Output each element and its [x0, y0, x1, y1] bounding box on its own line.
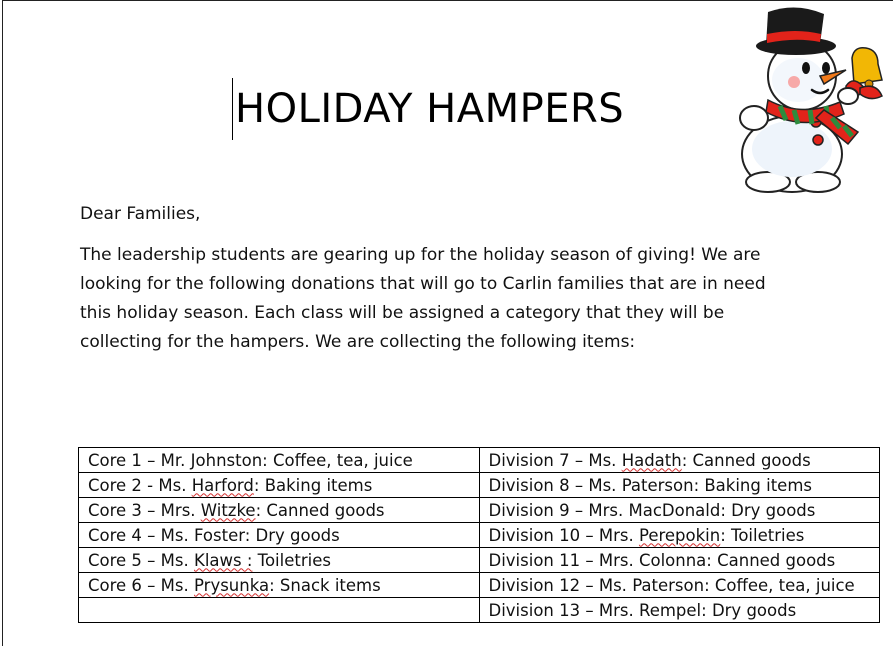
division-assignment-cell: [479, 498, 880, 523]
assignment-prefix: Division 11 – Mrs.: [488, 550, 639, 570]
teacher-name: Hadath: [621, 450, 682, 470]
teacher-name: MacDonald: [628, 500, 721, 520]
greeting: Dear Families,: [80, 204, 201, 224]
core-assignment-cell: [79, 573, 480, 598]
hamper-assignments-table: [78, 447, 880, 623]
assignment-category: : Canned goods: [255, 500, 385, 520]
teacher-name: Johnston: [190, 450, 263, 470]
table-row: [79, 448, 880, 473]
assignment-category: : Dry goods: [701, 600, 797, 620]
assignment-prefix: Division 8 – Ms.: [488, 475, 622, 495]
document-title: HOLIDAY HAMPERS: [235, 86, 625, 132]
assignment-prefix: Division 13 – Mrs.: [488, 600, 639, 620]
assignment-category: : Canned goods: [681, 450, 811, 470]
intro-paragraph: [80, 241, 820, 357]
teacher-name: Prysunka: [194, 575, 270, 595]
core-assignment-cell: [79, 598, 480, 623]
teacher-name: Foster: [194, 525, 245, 545]
intro-line: this holiday season. Each class will be assigned a category that they will be: [80, 303, 725, 323]
core-assignment-cell: [79, 448, 480, 473]
assignment-category: : Snack items: [269, 575, 381, 595]
intro-line: looking for the following donations that will go to Carlin families that are in need: [80, 274, 766, 294]
table-row: [79, 473, 880, 498]
assignment-category: : Toiletries: [720, 525, 805, 545]
division-assignment-cell: [479, 523, 880, 548]
division-assignment-cell: [479, 448, 880, 473]
assignment-category: : Coffee, tea, juice: [704, 575, 855, 595]
teacher-name: Perepokin: [638, 525, 721, 545]
assignment-prefix: Core 5 – Ms.: [88, 550, 194, 570]
page-edge: [2, 0, 3, 646]
table-row: [79, 498, 880, 523]
division-assignment-cell: [479, 548, 880, 573]
assignment-prefix: Division 12 – Ms.: [488, 575, 633, 595]
intro-line: collecting for the hampers. We are collecting the following items:: [80, 332, 636, 352]
teacher-name: Colonna: [638, 550, 707, 570]
assignment-prefix: Core 3 – Mrs.: [88, 500, 201, 520]
core-assignment-cell: [79, 473, 480, 498]
assignment-prefix: Division 7 – Ms.: [488, 450, 622, 470]
teacher-name: Rempel: [638, 600, 702, 620]
assignment-prefix: Core 2 - Ms.: [88, 475, 192, 495]
text-cursor: [232, 78, 233, 140]
core-assignment-cell: [79, 523, 480, 548]
assignment-category: : Canned goods: [706, 550, 836, 570]
assignment-category: : Baking items: [693, 475, 812, 495]
assignment-prefix: Core 1 – Mr.: [88, 450, 191, 470]
assignment-prefix: Division 9 – Mrs.: [488, 500, 629, 520]
teacher-name: Witzke: [200, 500, 256, 520]
table-row: [79, 573, 880, 598]
core-assignment-cell: [79, 498, 480, 523]
table-row: [79, 598, 880, 623]
teacher-name: Paterson: [632, 575, 705, 595]
assignment-category: : Dry goods: [244, 525, 340, 545]
assignment-category: : Dry goods: [720, 500, 816, 520]
assignment-prefix: Division 10 – Mrs.: [488, 525, 639, 545]
intro-line: The leadership students are gearing up for the holiday season of giving! We are: [80, 245, 761, 265]
teacher-name: Klaws :: [194, 550, 253, 570]
division-assignment-cell: [479, 573, 880, 598]
division-assignment-cell: [479, 598, 880, 623]
assignment-category: : Baking items: [253, 475, 373, 495]
snowman-with-bell-icon: [728, 4, 888, 196]
teacher-name: Harford: [191, 475, 254, 495]
assignment-category: : Coffee, tea, juice: [262, 450, 413, 470]
core-assignment-cell: [79, 548, 480, 573]
assignment-prefix: Core 6 – Ms.: [88, 575, 194, 595]
teacher-name: Paterson: [621, 475, 694, 495]
table-row: [79, 523, 880, 548]
table-row: [79, 548, 880, 573]
assignment-category: Toiletries: [252, 550, 331, 570]
page-edge-top: [2, 0, 893, 1]
division-assignment-cell: [479, 473, 880, 498]
assignment-prefix: Core 4 – Ms.: [88, 525, 194, 545]
